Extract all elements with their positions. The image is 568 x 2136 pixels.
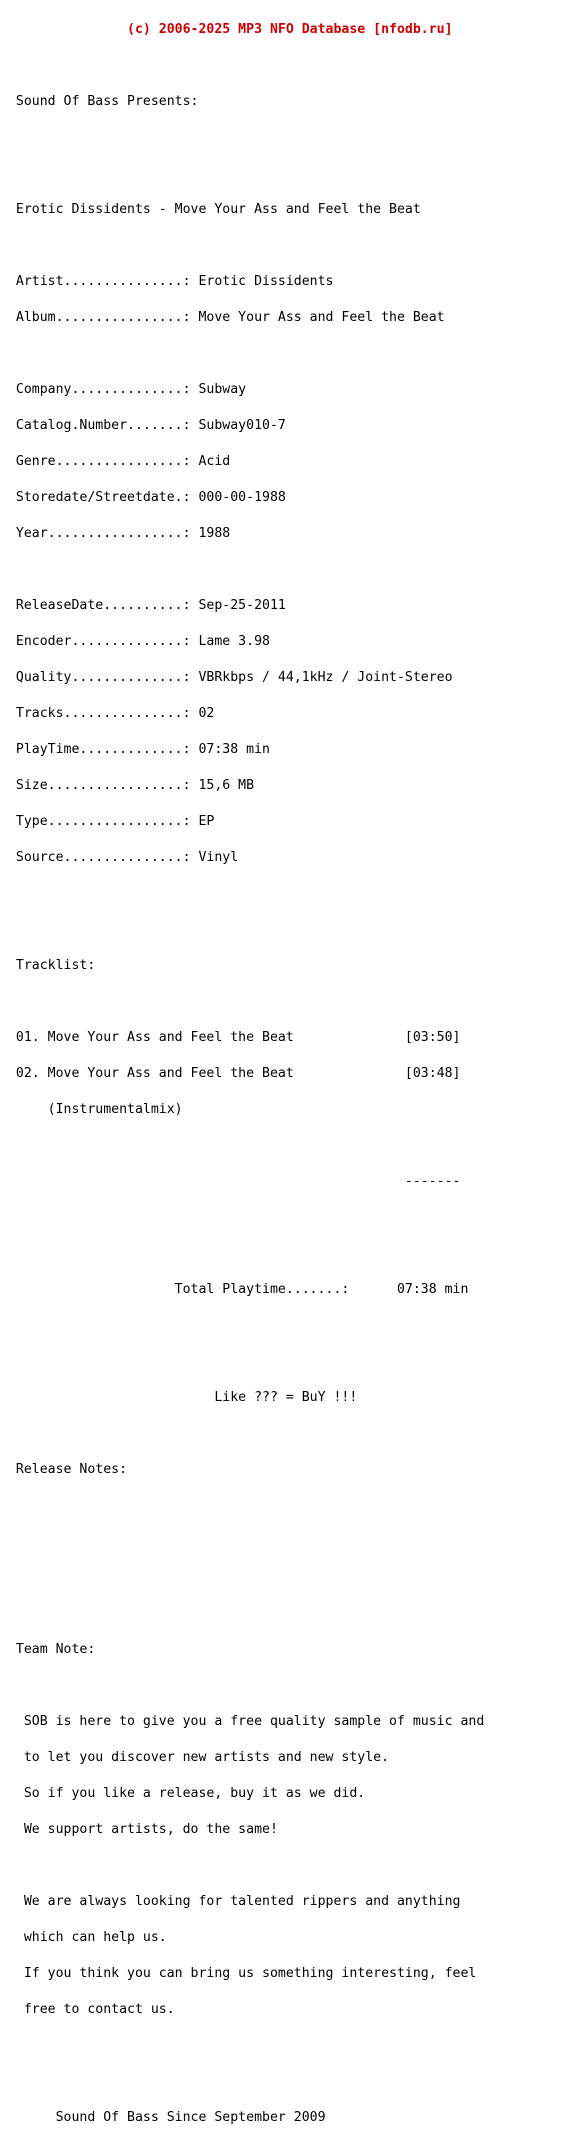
info-encoder: Encoder..............: Lame 3.98 (0, 634, 270, 649)
blank-line (0, 924, 484, 936)
team-note-text: If you think you can bring us something interesting, feel (0, 1966, 477, 1981)
blank-line (0, 1536, 484, 1548)
info-company: Company..............: Subway (0, 382, 247, 397)
team-note-text: to let you discover new artists and new style. (0, 1750, 390, 1765)
blank-line (0, 1140, 484, 1152)
blank-line (0, 996, 484, 1008)
info-release-date: ReleaseDate..........: Sep-25-2011 (0, 598, 286, 613)
team-note-text: free to contact us. (0, 2002, 175, 2017)
info-playtime: PlayTime.............: 07:38 min (0, 742, 270, 757)
info-type: Type.................: EP (0, 814, 215, 829)
tracklist-heading: Tracklist: (0, 958, 96, 973)
blank-line (0, 2076, 484, 2088)
blank-line (0, 240, 484, 252)
blank-line (0, 888, 484, 900)
release-notes-heading: Release Notes: (0, 1462, 128, 1477)
blank-line (0, 2040, 484, 2052)
blank-line (0, 1428, 484, 1440)
team-note-text: which can help us. (0, 1930, 167, 1945)
info-source: Source...............: Vinyl (0, 850, 239, 865)
team-note-text: So if you like a release, buy it as we did. (0, 1786, 366, 1801)
team-note-text: SOB is here to give you a free quality sample of music and (0, 1714, 485, 1729)
tracklist-separator: ------- (0, 1174, 461, 1189)
info-quality: Quality..............: VBRkbps / 44,1kHz / Joint-Stereo (0, 670, 453, 685)
track-02-subtitle: (Instrumentalmix) (0, 1102, 183, 1117)
release-title: Erotic Dissidents - Move Your Ass and Feel the Beat (0, 202, 421, 217)
blank-line (0, 348, 484, 360)
blank-line (0, 1680, 484, 1692)
blank-line (0, 1608, 484, 1620)
info-storedate: Storedate/Streetdate.: 000-00-1988 (0, 490, 286, 505)
like-buy-slogan: Like ??? = BuY !!! (0, 1390, 358, 1405)
blank-line (0, 1320, 484, 1332)
nfodb-copyright-header: (c) 2006-2025 MP3 NFO Database [nfodb.ru] (0, 22, 453, 37)
presents-line: Sound Of Bass Presents: (0, 94, 199, 109)
group-signature: Sound Of Bass Since September 2009 (0, 2110, 326, 2125)
blank-line (0, 132, 484, 144)
blank-line (0, 1500, 484, 1512)
track-02: 02. Move Your Ass and Feel the Beat [03:48] (0, 1066, 461, 1081)
info-tracks: Tracks...............: 02 (0, 706, 215, 721)
info-album: Album................: Move Your Ass and Feel the Beat (0, 310, 445, 325)
blank-line (0, 1572, 484, 1584)
blank-line (0, 1860, 484, 1872)
info-genre: Genre................: Acid (0, 454, 231, 469)
team-note-text: We support artists, do the same! (0, 1822, 278, 1837)
blank-line (0, 564, 484, 576)
blank-line (0, 60, 484, 72)
info-catalog-number: Catalog.Number.......: Subway010-7 (0, 418, 286, 433)
track-01: 01. Move Your Ass and Feel the Beat [03:50] (0, 1030, 461, 1045)
blank-line (0, 1248, 484, 1260)
blank-line (0, 168, 484, 180)
blank-line (0, 1212, 484, 1224)
total-playtime: Total Playtime.......: 07:38 min (0, 1282, 469, 1297)
info-size: Size.................: 15,6 MB (0, 778, 255, 793)
info-artist: Artist...............: Erotic Dissidents (0, 274, 334, 289)
team-note-text: We are always looking for talented rippers and anything (0, 1894, 461, 1909)
blank-line (0, 1356, 484, 1368)
team-note-heading: Team Note: (0, 1642, 96, 1657)
info-year: Year.................: 1988 (0, 526, 231, 541)
